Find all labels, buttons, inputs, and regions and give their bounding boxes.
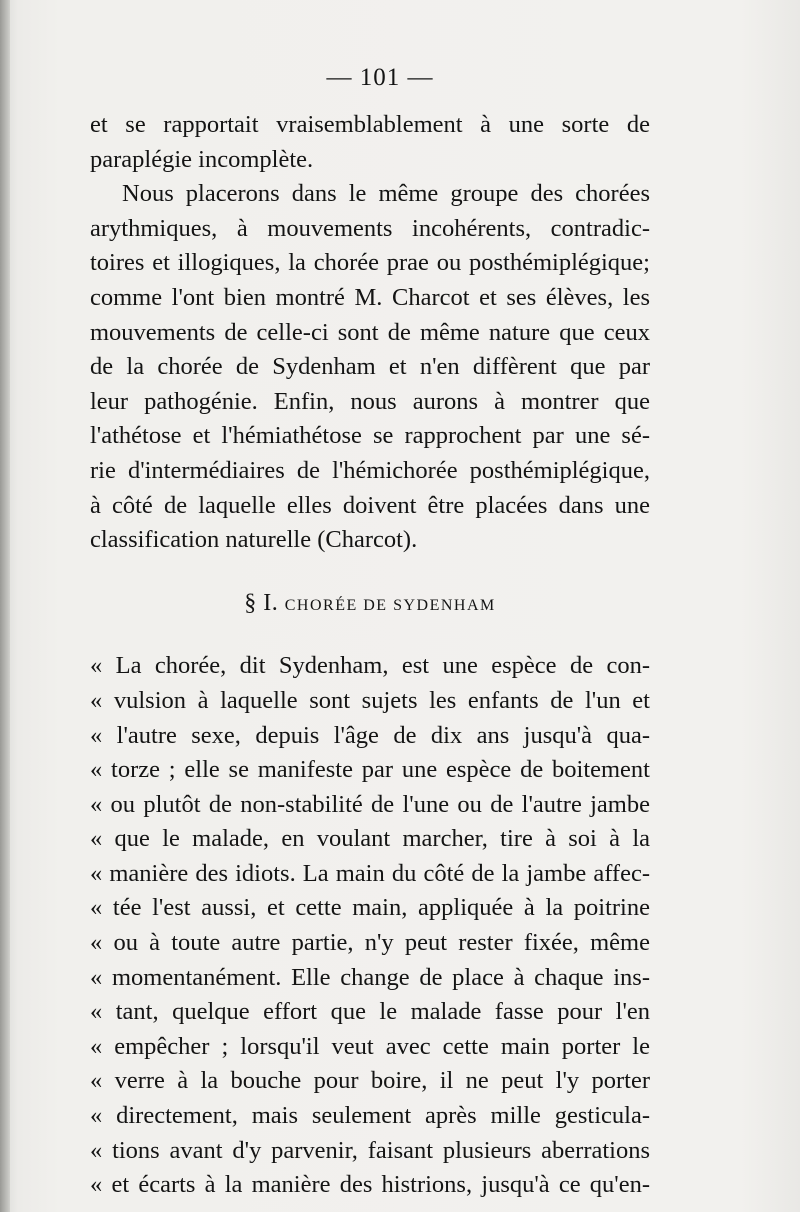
quote-line: « vulsion à laquelle sont sujets les enfants de l'un et xyxy=(90,686,650,714)
quote-line: « l'autre sexe, depuis l'âge de dix ans jusqu'à qua- xyxy=(90,721,650,749)
text-line: leur pathogénie. Enfin, nous aurons à montrer que xyxy=(90,387,650,415)
quote-line: « verre à la bouche pour boire, il ne peut l'y porter xyxy=(90,1067,650,1095)
text-line: classification naturelle (Charcot). xyxy=(90,526,418,554)
quote-line: « tions avant d'y parvenir, faisant plusieurs aberrations xyxy=(90,1136,650,1164)
text-line: Nous placerons dans le même groupe des chorées xyxy=(122,180,650,208)
text-line: et se rapportait vraisemblablement à une sorte de xyxy=(90,111,650,138)
text-line: rie d'intermédiaires de l'hémichorée posthémiplégique, xyxy=(90,456,650,484)
section-title: CHORÉE DE SYDENHAM xyxy=(284,596,496,614)
quote-line: « ou plutôt de non-stabilité de l'une ou de l'autre jambe xyxy=(90,790,650,818)
section-number: § I. xyxy=(244,589,279,616)
text-line: comme l'ont bien montré M. Charcot et ses élèves, les xyxy=(90,283,650,311)
quote-line: « ou à toute autre partie, n'y peut rester fixée, même xyxy=(90,929,650,957)
quote-line: « tant, quelque effort que le malade fasse pour l'en xyxy=(90,998,650,1026)
text-line: arythmiques, à mouvements incohérents, contradic- xyxy=(90,214,650,242)
quote-line: « que le malade, en voulant marcher, tire à soi à la xyxy=(90,825,650,853)
quote-line: « empêcher ; lorsqu'il veut avec cette main porter le xyxy=(90,1032,650,1060)
text-line: toires et illogiques, la chorée prae ou posthémiplégique; xyxy=(90,249,650,277)
quote-line: « manière des idiots. La main du côté de la jambe affec- xyxy=(90,859,650,887)
text-line: l'athétose et l'hémiathétose se rapprochent par une sé- xyxy=(90,422,650,450)
quote-line: « La chorée, dit Sydenham, est une espèce de con- xyxy=(90,652,650,680)
quote-line: « torze ; elle se manifeste par une espèce de boitement xyxy=(90,756,650,784)
sydenham-quotation xyxy=(90,649,650,1203)
section-heading xyxy=(90,586,650,624)
body-text xyxy=(90,108,650,1203)
quote-line: « tée l'est aussi, et cette main, appliquée à la poitrine xyxy=(90,894,650,922)
text-line: paraplégie incomplète. xyxy=(90,145,314,173)
page-number: — 101 — xyxy=(326,64,434,91)
quote-line: « et écarts à la manière des histrions, jusqu'à ce qu'en- xyxy=(90,1171,650,1199)
text-line: à côté de laquelle elles doivent être placées dans une xyxy=(90,491,650,519)
quote-line: « momentanément. Elle change de place à chaque ins- xyxy=(90,963,650,991)
page-spine-shadow xyxy=(0,0,10,1212)
text-line: mouvements de celle-ci sont de même nature que ceux xyxy=(90,318,650,346)
quote-line: « directement, mais seulement après mille gesticula- xyxy=(90,1102,650,1130)
text-line: de la chorée de Sydenham et n'en diffèrent que par xyxy=(90,353,650,381)
